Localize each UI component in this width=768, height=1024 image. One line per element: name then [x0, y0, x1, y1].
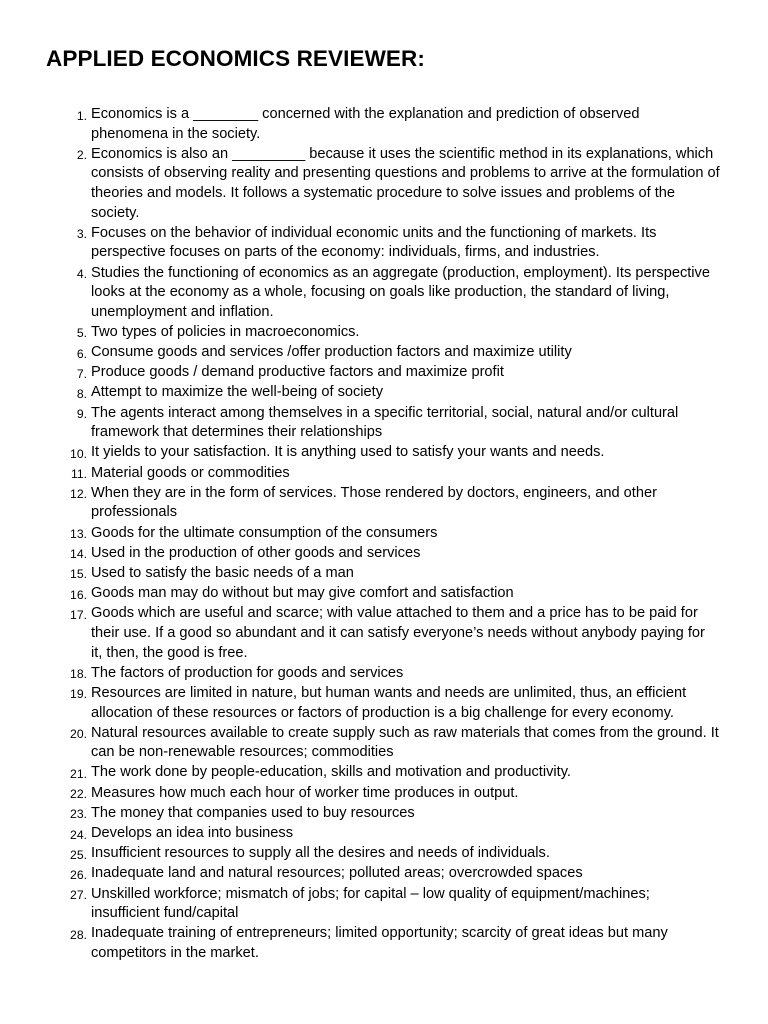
- list-item: [0, 784, 768, 804]
- item-text: Develops an idea into business: [91, 825, 294, 842]
- list-item: [0, 864, 768, 884]
- item-text: Focuses on the behavior of individual economic units and the functioning of markets. Its perspective focuses on parts of the economy: individuals, firms, and industries.: [91, 224, 657, 261]
- item-text: Goods for the ultimate consumption of the consumers: [91, 524, 438, 541]
- item-number: 1.: [76, 108, 87, 123]
- item-number: 27.: [70, 888, 87, 903]
- item-text: The money that companies used to buy resources: [91, 804, 415, 821]
- list-item: [0, 844, 768, 864]
- item-number: 11.: [70, 467, 87, 482]
- item-text: Material goods or commodities: [91, 464, 290, 481]
- list-item: [0, 604, 768, 663]
- item-text: Studies the functioning of economics as an aggregate (production, employment). Its perspective looks at the economy as a whole, focusing on goals like production, the standard of living, unemployment and inflation.: [91, 264, 710, 320]
- item-number: 18.: [70, 667, 87, 682]
- item-text: Used in the production of other goods and services: [91, 544, 421, 561]
- item-text: Goods man may do without but may give comfort and satisfaction: [91, 585, 514, 602]
- item-text: Resources are limited in nature, but human wants and needs are unlimited, thus, an efficient allocation of these resources or factors of production is a big challenge for every economy.: [91, 684, 687, 721]
- list-item: [0, 885, 768, 924]
- list-item: [0, 763, 768, 783]
- item-text: The work done by people-education, skills and motivation and productivity.: [91, 764, 571, 781]
- list-item: [0, 443, 768, 463]
- item-number: 22.: [70, 787, 87, 802]
- list-item: [0, 824, 768, 844]
- list-item: [0, 544, 768, 564]
- item-text: Economics is also an _________ because it uses the scientific method in its explanations, which consists of observing reality and presenting questions and problems to arrive at the formulation of theories and models. It follows a systematic procedure to solve issues and problems of the society.: [91, 145, 720, 221]
- list-item: [0, 264, 768, 323]
- item-text: Inadequate land and natural resources; polluted areas; overcrowded spaces: [91, 865, 583, 882]
- item-text: The agents interact among themselves in a specific territorial, social, natural and/or cultural framework that determines their relationships: [91, 404, 679, 441]
- item-number: 2.: [76, 148, 87, 163]
- list-item: [0, 383, 768, 403]
- item-text: Attempt to maximize the well-being of society: [91, 384, 383, 401]
- item-number: 12.: [70, 487, 87, 502]
- item-text: Economics is a ________ concerned with the explanation and prediction of observed phenomena in the society.: [91, 106, 640, 142]
- list-item: [0, 105, 768, 144]
- item-text: When they are in the form of services. Those rendered by doctors, engineers, and other professionals: [91, 484, 657, 521]
- item-number: 3.: [76, 227, 87, 242]
- item-text: Insufficient resources to supply all the desires and needs of individuals.: [91, 845, 550, 862]
- item-number: 7.: [76, 366, 87, 381]
- item-number: 21.: [70, 766, 87, 781]
- item-number: 15.: [70, 567, 87, 582]
- item-number: 5.: [76, 326, 87, 341]
- list-item: [0, 724, 768, 763]
- list-item: [0, 684, 768, 723]
- item-number: 17.: [70, 607, 87, 622]
- item-number: 13.: [70, 527, 87, 542]
- item-text: Used to satisfy the basic needs of a man: [91, 564, 354, 581]
- item-number: 16.: [70, 587, 87, 602]
- item-text: Two types of policies in macroeconomics.: [91, 323, 360, 340]
- question-list: [0, 105, 768, 964]
- item-number: 6.: [76, 346, 87, 361]
- list-item: [0, 804, 768, 824]
- list-item: [0, 564, 768, 584]
- item-text: Inadequate training of entrepreneurs; limited opportunity; scarcity of great ideas but many competitors in the market.: [91, 925, 668, 961]
- list-item: [0, 464, 768, 484]
- list-item: [0, 363, 768, 383]
- item-number: 24.: [70, 827, 87, 842]
- list-item: [0, 343, 768, 363]
- item-number: 10.: [70, 446, 87, 461]
- item-text: It yields to your satisfaction. It is anything used to satisfy your wants and needs.: [91, 444, 605, 461]
- list-item: [0, 145, 768, 223]
- list-item: [0, 323, 768, 343]
- item-text: Goods which are useful and scarce; with value attached to them and a price has to be paid for their use. If a good so abundant and it can satisfy everyone’s needs without anybody paying for it, then, the good is free.: [91, 605, 705, 661]
- item-text: Produce goods / demand productive factors and maximize profit: [91, 364, 504, 381]
- item-text: Unskilled workforce; mismatch of jobs; for capital – low quality of equipment/machines; insufficient fund/capital: [91, 885, 650, 922]
- list-item: [0, 584, 768, 604]
- list-item: [0, 524, 768, 544]
- list-item: [0, 404, 768, 443]
- item-number: 4.: [76, 267, 87, 282]
- item-text: The factors of production for goods and services: [91, 664, 404, 681]
- page-title: APPLIED ECONOMICS REVIEWER:: [46, 46, 425, 71]
- item-text: Measures how much each hour of worker time produces in output.: [91, 784, 519, 801]
- list-item: [0, 664, 768, 684]
- item-text: Natural resources available to create supply such as raw materials that comes from the ground. It can be non-renewable resources; commodities: [91, 724, 719, 761]
- list-item: [0, 224, 768, 263]
- item-number: 19.: [70, 687, 87, 702]
- item-number: 28.: [70, 927, 87, 942]
- item-text: Consume goods and services /offer production factors and maximize utility: [91, 344, 572, 361]
- item-number: 20.: [70, 727, 87, 742]
- item-number: 25.: [70, 847, 87, 862]
- item-number: 14.: [70, 547, 87, 562]
- list-item: [0, 924, 768, 963]
- item-number: 8.: [76, 386, 87, 401]
- item-number: 26.: [70, 867, 87, 882]
- item-number: 9.: [76, 407, 87, 422]
- item-number: 23.: [70, 807, 87, 822]
- list-item: [0, 484, 768, 523]
